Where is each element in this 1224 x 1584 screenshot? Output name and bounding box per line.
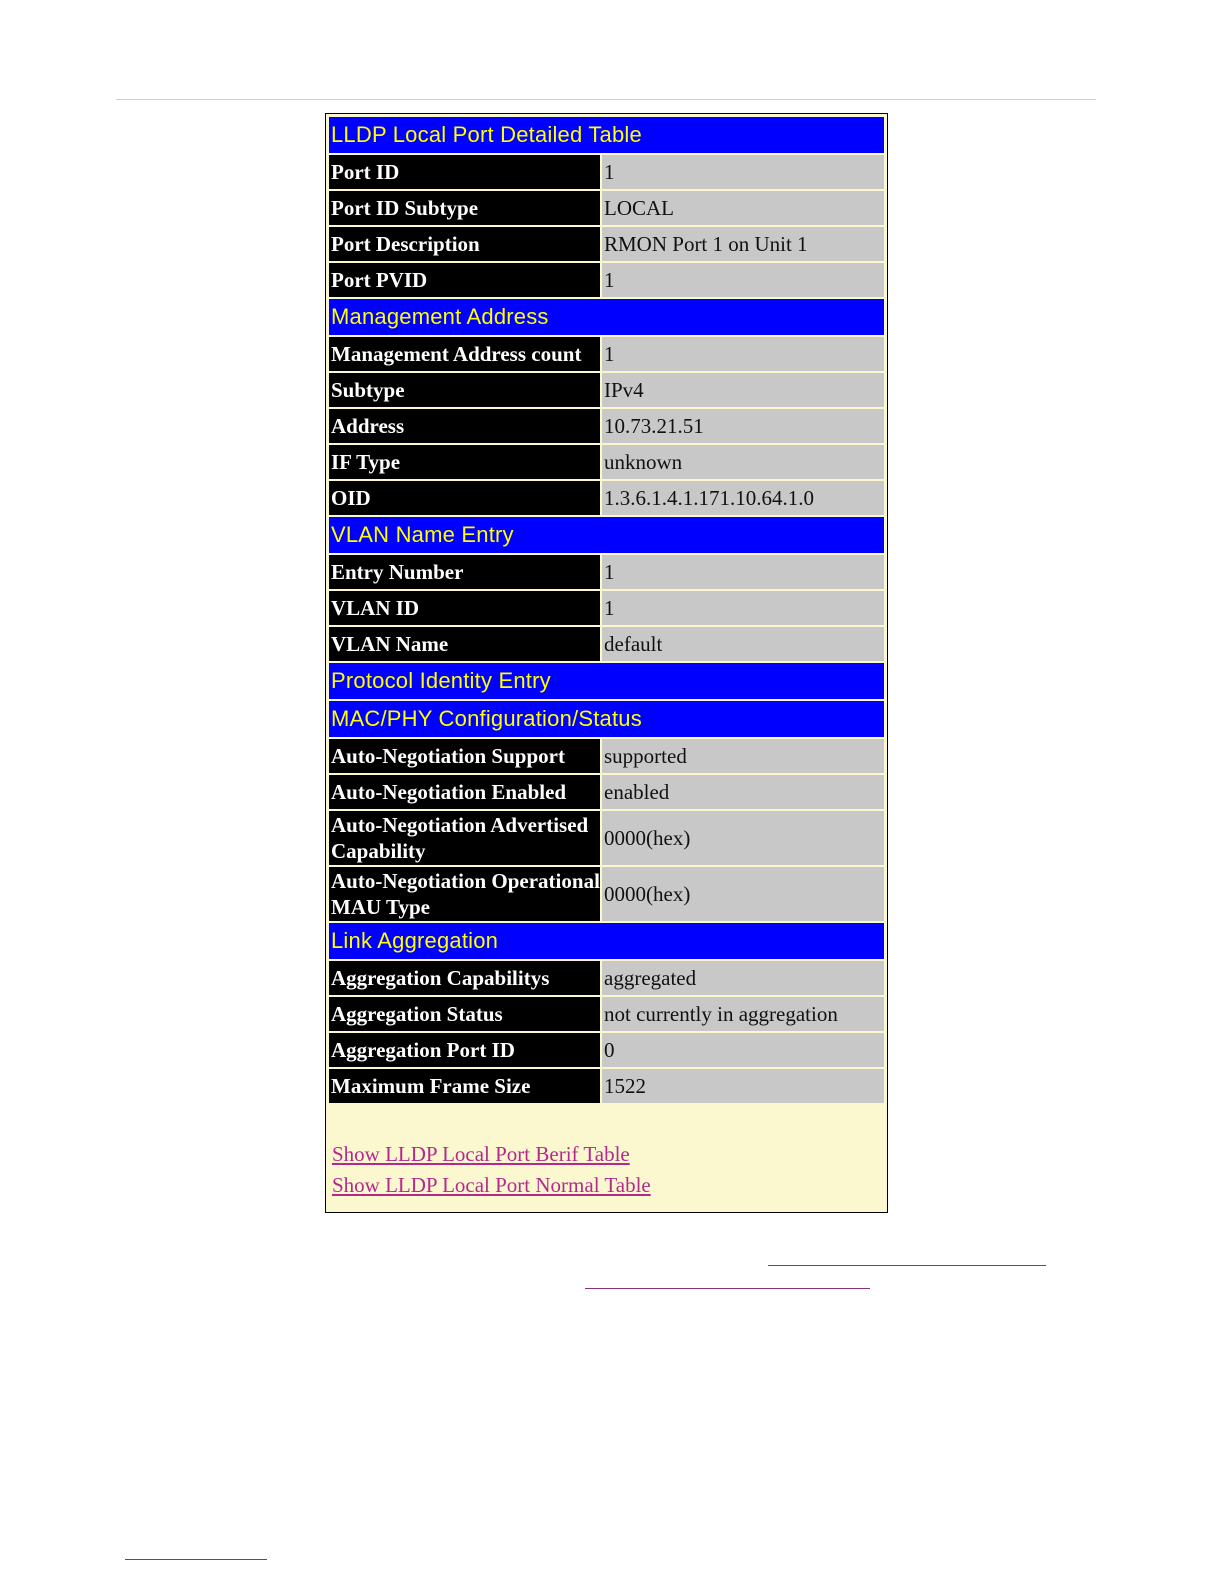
row-label: IF Type xyxy=(329,445,600,479)
row-value: 0000(hex) xyxy=(602,867,884,921)
row-value: 1 xyxy=(602,263,884,297)
row-label: Aggregation Status xyxy=(329,997,600,1031)
section-header: Link Aggregation xyxy=(329,923,884,959)
table-row xyxy=(329,591,884,625)
row-label: Port ID Subtype xyxy=(329,191,600,225)
row-value: 0000(hex) xyxy=(602,811,884,865)
table-links xyxy=(327,1105,886,1201)
row-label: Auto-Negotiation Enabled xyxy=(329,775,600,809)
row-value: enabled xyxy=(602,775,884,809)
row-value: 10.73.21.51 xyxy=(602,409,884,443)
row-value: unknown xyxy=(602,445,884,479)
table-row xyxy=(329,481,884,515)
row-label: Auto-Negotiation Support xyxy=(329,739,600,773)
row-label: Management Address count xyxy=(329,337,600,371)
show-normal-table-link[interactable]: Show LLDP Local Port Normal Table xyxy=(332,1173,651,1197)
table-row xyxy=(329,811,884,865)
table-row xyxy=(329,1033,884,1067)
row-value: LOCAL xyxy=(602,191,884,225)
row-value: 1 xyxy=(602,555,884,589)
row-label: Entry Number xyxy=(329,555,600,589)
row-value: default xyxy=(602,627,884,661)
page-top-rule xyxy=(116,99,1096,100)
row-value: not currently in aggregation xyxy=(602,997,884,1031)
row-label: Aggregation Capabilitys xyxy=(329,961,600,995)
row-label: Auto-Negotiation Advertised Capability xyxy=(329,811,600,865)
row-label: VLAN Name xyxy=(329,627,600,661)
table-row xyxy=(329,627,884,661)
table-row xyxy=(329,191,884,225)
row-value: 1.3.6.1.4.1.171.10.64.1.0 xyxy=(602,481,884,515)
row-value: aggregated xyxy=(602,961,884,995)
section-header: MAC/PHY Configuration/Status xyxy=(329,701,884,737)
table-row xyxy=(329,997,884,1031)
table-row xyxy=(329,739,884,773)
table-row xyxy=(329,409,884,443)
row-label: Aggregation Port ID xyxy=(329,1033,600,1067)
row-value: 1522 xyxy=(602,1069,884,1103)
row-value: 1 xyxy=(602,337,884,371)
row-label: Port PVID xyxy=(329,263,600,297)
section-header: LLDP Local Port Detailed Table xyxy=(329,117,884,153)
row-label: Address xyxy=(329,409,600,443)
table-row xyxy=(329,961,884,995)
row-value: supported xyxy=(602,739,884,773)
lldp-detail-panel xyxy=(325,113,888,1213)
table-row xyxy=(329,775,884,809)
table-row xyxy=(329,263,884,297)
table-row xyxy=(329,1069,884,1103)
link-underline xyxy=(125,1559,267,1560)
row-label: OID xyxy=(329,481,600,515)
table-row xyxy=(329,337,884,371)
link-underline xyxy=(585,1288,870,1289)
row-label: Port Description xyxy=(329,227,600,261)
section-header: Management Address xyxy=(329,299,884,335)
table-row xyxy=(329,155,884,189)
link-underline xyxy=(768,1265,1046,1266)
table-row xyxy=(329,867,884,921)
row-label: Port ID xyxy=(329,155,600,189)
table-row xyxy=(329,445,884,479)
show-brief-table-link[interactable]: Show LLDP Local Port Berif Table xyxy=(332,1142,630,1166)
row-label: Auto-Negotiation Operational MAU Type xyxy=(331,869,600,919)
row-value: 0 xyxy=(602,1033,884,1067)
table-row xyxy=(329,227,884,261)
row-label: VLAN ID xyxy=(329,591,600,625)
row-value: RMON Port 1 on Unit 1 xyxy=(602,227,884,261)
row-label: Subtype xyxy=(329,373,600,407)
row-value: 1 xyxy=(602,155,884,189)
table-row xyxy=(329,373,884,407)
section-header: VLAN Name Entry xyxy=(329,517,884,553)
section-header: Protocol Identity Entry xyxy=(329,663,884,699)
row-label: Maximum Frame Size xyxy=(329,1069,600,1103)
row-value: 1 xyxy=(602,591,884,625)
table-row xyxy=(329,555,884,589)
row-value: IPv4 xyxy=(602,373,884,407)
lldp-detail-table xyxy=(327,115,886,1105)
